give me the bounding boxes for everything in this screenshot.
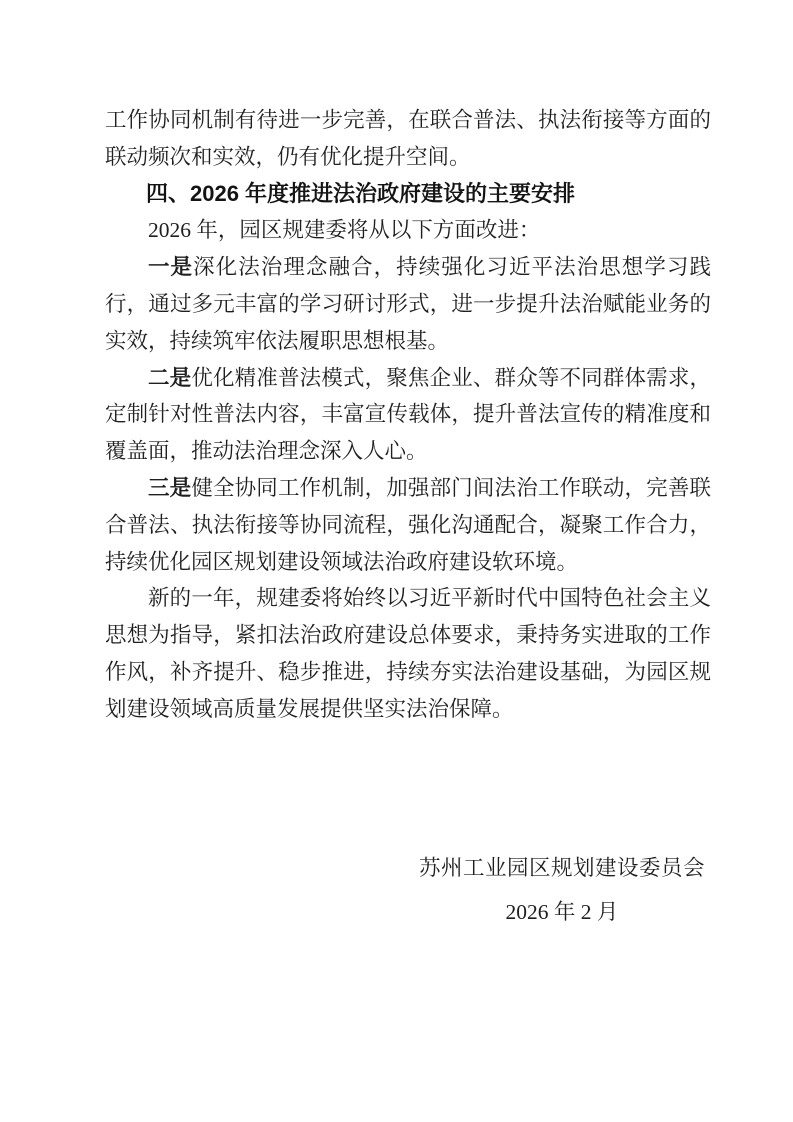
paragraph-continuation: 工作协同机制有待进一步完善，在联合普法、执法衔接等方面的联动频次和实效，仍有优化提升空间。 [105,108,711,169]
item-1-text: 深化法治理念融合，持续强化习近平法治思想学习践行，通过多元丰富的学习研讨形式，进一步提升法治赋能业务的实效，持续筑牢依法履职思想根基。 [105,255,711,353]
item-3-prefix: 三是 [148,475,192,500]
paragraph-item-1 [105,249,711,359]
item-2-text: 优化精准普法模式，聚焦企业、群众等不同群体需求，定制针对性普法内容，丰富宣传载体，提升普法宣传的精准度和覆盖面，推动法治理念深入人心。 [105,365,711,464]
section-heading: 四、2026 年度推进法治政府建设的主要安排 [146,180,576,206]
paragraph-item-3 [105,470,711,580]
item-2-prefix: 二是 [148,365,192,390]
document-content [105,102,711,931]
paragraph-closing: 新的一年，规建委将始终以习近平新时代中国特色社会主义思想为指导，紧扣法治政府建设总体要求，秉持务实进取的工作作风，补齐提升、稳步推进，持续夯实法治建设基础，为园区规划建设领域高质量发展提供坚实法治保障。 [105,586,711,721]
item-1-prefix: 一是 [148,255,194,280]
signature-date: 2026 年 2 月 [505,899,619,924]
paragraph-intro: 2026 年，园区规建委将从以下方面改进： [148,218,541,243]
paragraph-item-2 [105,360,711,470]
signature-organization: 苏州工业园区规划建设委员会 [418,855,705,880]
signature-block [419,850,705,931]
item-3-text: 健全协同工作机制，加强部门间法治工作联动，完善联合普法、执法衔接等协同流程，强化沟通配合，凝聚工作合力，持续优化园区规划建设领域法治政府建设软环境。 [105,475,711,574]
